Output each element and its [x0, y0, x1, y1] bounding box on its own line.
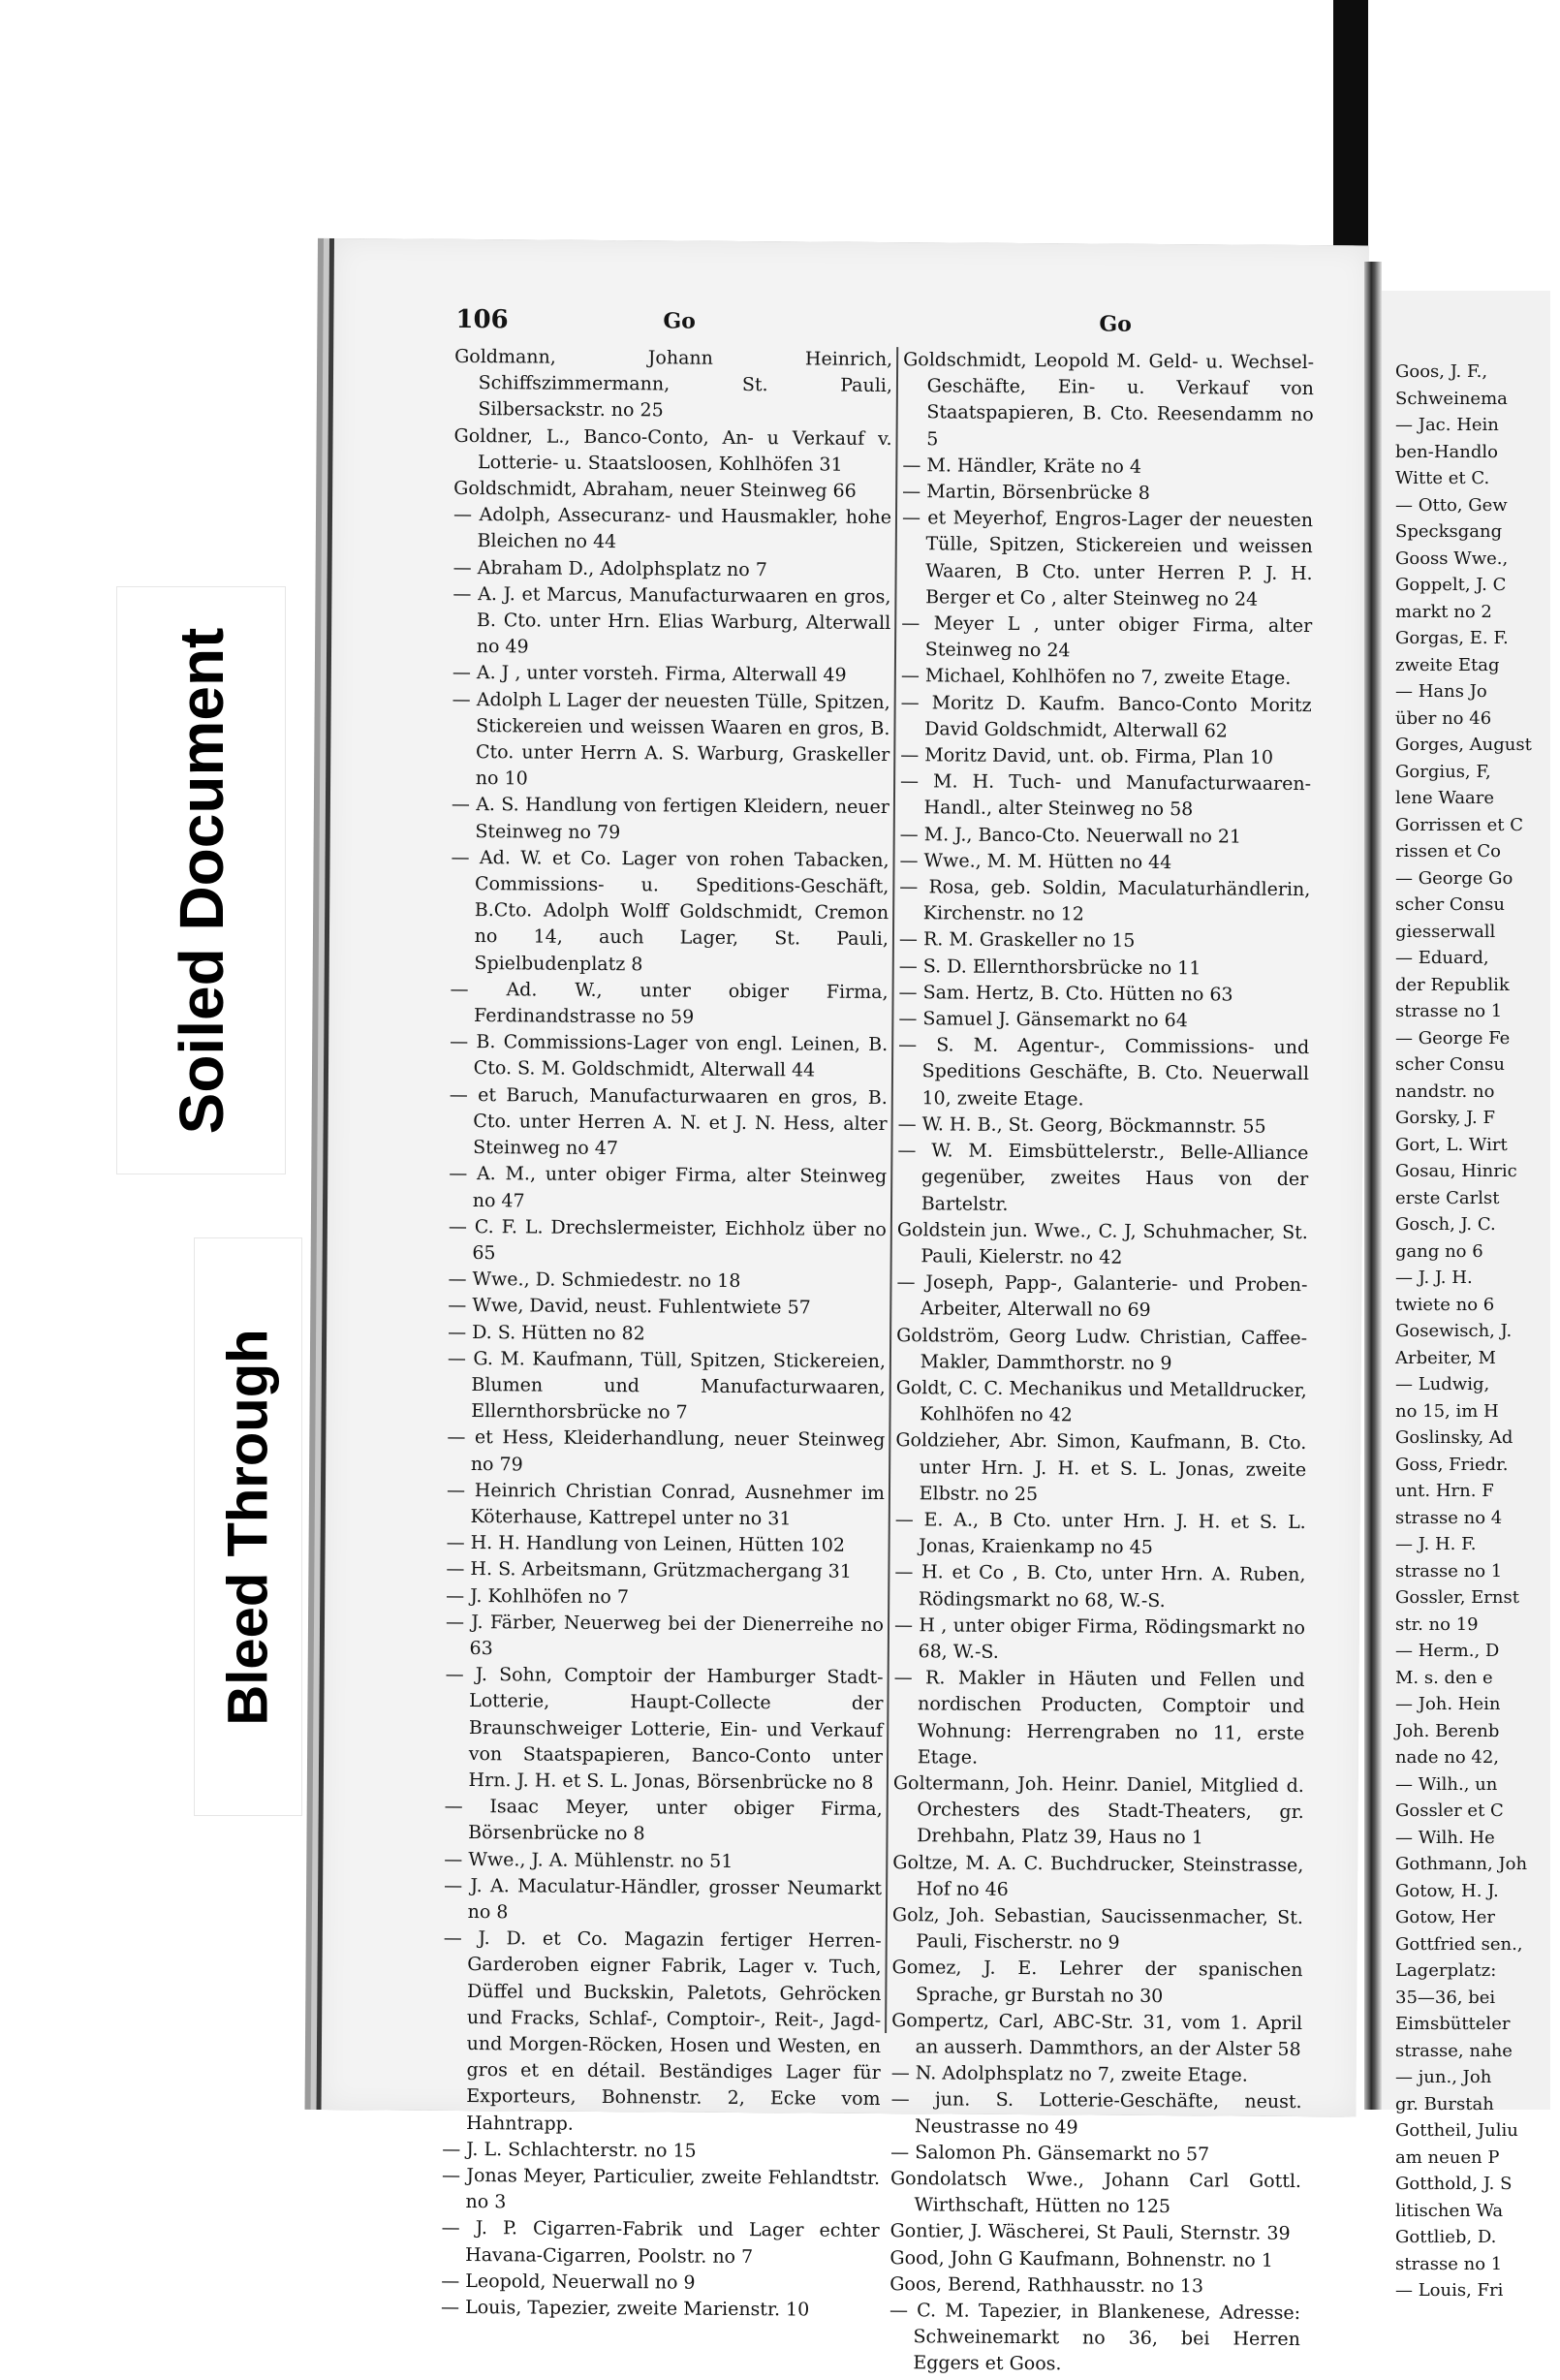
- directory-entry: — C. M. Tapezier, in Blankenese, Adresse: Schweinemarkt no 36, bei Herren Eggers et Goos.: [889, 2300, 1301, 2375]
- directory-entry: — Leopold, Neuerwall no 9: [441, 2270, 696, 2294]
- directory-column-middle: [889, 347, 1315, 2380]
- directory-entry: — A. S. Handlung von fertigen Kleidern, neuer Steinweg no 79: [451, 794, 889, 843]
- directory-entry: — Moritz D. Kaufm. Banco-Conto Moritz David Goldschmidt, Alterwall 62: [900, 691, 1312, 742]
- directory-entry: — Rosa, geb. Soldin, Maculaturhändlerin, Kirchenstr. no 12: [899, 876, 1311, 925]
- directory-entry: Goltermann, Joh. Heinr. Daniel, Mitglied d. Orchesters des Stadt-Theaters, gr. Drehbahn, Platz 39, Haus no 1: [892, 1772, 1304, 1849]
- directory-entry: — A. M., unter obiger Firma, alter Steinweg no 47: [449, 1163, 888, 1211]
- directory-entry: Goss, Friedr.: [1395, 1454, 1509, 1475]
- directory-entry: Gorgius, F,: [1395, 761, 1491, 782]
- soiled-document-label: [117, 587, 285, 1174]
- directory-entry: Gomez, J. E. Lehrer der spanischen Sprache, gr Burstah no 30: [891, 1957, 1303, 2007]
- directory-entry: Eimsbütteler: [1395, 2014, 1511, 2034]
- directory-entry: der Republik: [1395, 974, 1510, 995]
- directory-entry: — Moritz David, unt. ob. Firma, Plan 10: [900, 744, 1274, 768]
- directory-entry: — Joh. Hein: [1395, 1694, 1501, 1714]
- directory-entry: Gorges, August: [1395, 735, 1532, 755]
- directory-column-right: [1395, 359, 1560, 2304]
- directory-entry: — D. S. Hütten no 82: [448, 1321, 645, 1344]
- directory-entry: litischen Wa: [1395, 2200, 1504, 2221]
- directory-entry: — Otto, Gew: [1395, 494, 1508, 516]
- directory-entry: Gosewisch, J.: [1395, 1321, 1513, 1341]
- directory-entry: — H. S. Arbeitsmann, Grützmachergang 31: [446, 1558, 852, 1583]
- directory-entry: Goslinsky, Ad: [1395, 1427, 1513, 1448]
- directory-entry: Lagerplatz:: [1395, 1960, 1497, 1981]
- directory-entry: — Samuel J. Gänsemarkt no 64: [898, 1008, 1188, 1032]
- scan-edge-bar: [1333, 0, 1368, 283]
- directory-entry: Schweinema: [1395, 388, 1508, 409]
- directory-entry: — R. M. Graskeller no 15: [898, 928, 1136, 953]
- directory-entry: — Wilh., un: [1395, 1773, 1498, 1795]
- directory-entry: Gompertz, Carl, ABC-Str. 31, vom 1. April an ausserh. Dammthors, an der Alster 58: [891, 2009, 1303, 2061]
- directory-entry: — Heinrich Christian Conrad, Ausnehmer im Köterhause, Kattrepel unter no 31: [446, 1479, 886, 1530]
- directory-entry: — J. Färber, Neuerweg bei der Dienerreihe no 63: [445, 1611, 885, 1660]
- directory-entry: am neuen P: [1395, 2146, 1500, 2168]
- directory-entry: — Sam. Hertz, B. Cto. Hütten no 63: [898, 981, 1233, 1006]
- directory-entry: Gotthold, J. S: [1395, 2174, 1513, 2194]
- directory-entry: Witte et C.: [1395, 468, 1490, 488]
- directory-entry: — Adolph L Lager der neuesten Tülle, Spitzen, Stickereien und weissen Waaren en gros, B. Cto. unter Herrn A. S. Warburg, Graskeller no 10: [452, 688, 890, 790]
- directory-entry: Goldschmidt, Abraham, neuer Steinweg 66: [453, 477, 857, 502]
- directory-entry: unt. Hrn. F: [1395, 1481, 1494, 1501]
- directory-entry: Gosau, Hinric: [1395, 1161, 1517, 1181]
- directory-entry: lene Waare: [1395, 788, 1495, 808]
- soiled-document-label-text: Soiled Document: [166, 627, 236, 1134]
- directory-entry: — A. J , unter vorsteh. Firma, Alterwall 49: [452, 662, 847, 687]
- directory-entry: Gorsky, J. F: [1395, 1108, 1495, 1128]
- directory-entry: — S. D. Ellernthorsbrücke no 11: [898, 955, 1201, 979]
- directory-entry: — Jac. Hein: [1395, 415, 1499, 435]
- directory-entry: — H. et Co , B. Cto, unter Hrn. A. Ruben, Rödingsmarkt no 68, W.-S.: [894, 1561, 1306, 1612]
- directory-entry: markt no 2: [1395, 601, 1492, 622]
- directory-entry: — S. M. Agentur-, Commissions- und Speditions Geschäfte, B. Cto. Neuerwall 10, zweite Etage.: [898, 1034, 1310, 1111]
- directory-entry: Gondolatsch Wwe., Johann Carl Gottl. Wirthschaft, Hütten no 125: [889, 2168, 1302, 2218]
- directory-entry: — J. J. H.: [1395, 1268, 1473, 1288]
- column-heading-left: Go: [663, 308, 696, 334]
- directory-entry: Goos, Berend, Rathhausstr. no 13: [889, 2272, 1204, 2298]
- directory-entry: Gort, L. Wirt: [1395, 1134, 1508, 1155]
- directory-entry: — H , unter obiger Firma, Rödingsmarkt no 68, W.-S.: [893, 1613, 1306, 1663]
- directory-entry: — Wwe., D. Schmiedestr. no 18: [448, 1268, 741, 1293]
- directory-entry: — jun. S. Lotterie-Geschäfte, neust. Neustrasse no 49: [890, 2088, 1302, 2139]
- directory-entry: strasse no 4: [1395, 1507, 1503, 1528]
- directory-entry: — et Meyerhof, Engros-Lager der neuesten Tülle, Spitzen, Stickereien und weissen Waaren, B Cto. unter Herren P. J. H. Berger et Co , alter Steinweg no 24: [901, 507, 1314, 611]
- directory-entry: Gotow, H. J.: [1395, 1880, 1499, 1901]
- directory-entry: — Louis, Tapezier, zweite Marienstr. 10: [441, 2296, 810, 2321]
- directory-entry: — E. A., B Cto. unter Hrn. J. H. et S. L. Jonas, Kraienkamp no 45: [894, 1509, 1306, 1559]
- directory-entry: Gossler, Ernst: [1395, 1587, 1519, 1608]
- directory-entry: — Ad. W. et Co. Lager von rohen Tabacken, Commissions- u. Speditions-Geschäft, B.Cto. Adolph Wolff Goldschmidt, Cremon no 14, auch Lager, St. Pauli, Spielbudenplatz 8: [451, 846, 889, 975]
- directory-entry: — Ludwig,: [1395, 1374, 1490, 1394]
- bleed-through-label: [195, 1238, 301, 1815]
- directory-entry: Golz, Joh. Sebastian, Saucissenmacher, St. Pauli, Fischerstr. no 9: [891, 1904, 1304, 1954]
- bleed-through-label-text: Bleed Through: [216, 1328, 280, 1726]
- directory-entry: — H. H. Handlung von Leinen, Hütten 102: [446, 1532, 846, 1556]
- directory-entry: — C. F. L. Drechslermeister, Eichholz über no 65: [448, 1215, 887, 1265]
- directory-entry: — George Go: [1395, 867, 1513, 889]
- directory-entry: ben-Handlo: [1395, 441, 1498, 462]
- directory-entry: Goldschmidt, Leopold M. Geld- u. Wechsel-Geschäfte, Ein- u. Verkauf von Staatspapieren, B. Cto. Reesendamm no 5: [903, 349, 1315, 451]
- left-page: [317, 238, 1369, 2375]
- directory-entry: Gottfried sen.,: [1395, 1933, 1523, 1955]
- directory-entry: nade no 42,: [1395, 1747, 1499, 1768]
- directory-entry: — Wwe, David, neust. Fuhlentwiete 57: [448, 1295, 811, 1319]
- directory-entry: 35—36, bei: [1395, 1987, 1496, 2008]
- directory-entry: — George Fe: [1395, 1027, 1511, 1049]
- directory-entry: — J. L. Schlachterstr. no 15: [442, 2138, 697, 2162]
- directory-entry: strasse, nahe: [1395, 2040, 1513, 2061]
- directory-entry: — Hans Jo: [1395, 681, 1487, 702]
- directory-entry: — Adolph, Assecuranz- und Hausmakler, hohe Bleichen no 44: [452, 504, 892, 553]
- directory-entry: — M. J., Banco-Cto. Neuerwall no 21: [899, 823, 1242, 848]
- directory-entry: Goldstein jun. Wwe., C. J, Schuhmacher, St. Pauli, Kielerstr. no 42: [896, 1218, 1308, 1268]
- right-page-fragment: [1382, 291, 1550, 2301]
- directory-entry: — J. P. Cigarren-Fabrik und Lager echter Havana-Cigarren, Poolstr. no 7: [441, 2217, 880, 2268]
- directory-entry: — J. A. Maculatur-Händler, grosser Neumarkt no 8: [444, 1874, 883, 1924]
- directory-entry: — W. H. B., St. Georg, Böckmannstr. 55: [897, 1113, 1266, 1138]
- directory-entry: — Abraham D., Adolphsplatz no 7: [452, 556, 767, 580]
- directory-entry: — Wwe., M. M. Hütten no 44: [899, 849, 1172, 873]
- directory-entry: — M. H. Tuch- und Manufacturwaaren-Handl., alter Steinweg no 58: [900, 770, 1312, 821]
- directory-entry: Specksgang: [1395, 521, 1503, 542]
- directory-entry: über no 46: [1395, 707, 1492, 729]
- directory-entry: — Louis, Fri: [1395, 2280, 1504, 2301]
- directory-entry: gr. Burstah: [1395, 2093, 1494, 2114]
- directory-entry: Gottlieb, D.: [1395, 2227, 1497, 2247]
- directory-entry: — Joseph, Papp-, Galanterie- und Proben-Arbeiter, Alterwall no 69: [896, 1271, 1308, 1322]
- directory-entry: zweite Etag: [1395, 654, 1500, 675]
- directory-entry: — G. M. Kaufmann, Tüll, Spitzen, Stickereien, Blumen und Manufacturwaaren, Ellernthorsbrücke no 7: [447, 1347, 887, 1424]
- directory-entry: Goppelt, J. C: [1395, 575, 1507, 595]
- directory-entry: — et Baruch, Manufacturwaaren en gros, B. Cto. unter Herren A. N. et J. N. Hess, alter Steinweg no 47: [449, 1083, 888, 1160]
- directory-entry: — jun., Joh: [1395, 2067, 1492, 2087]
- directory-entry: no 15, im H: [1395, 1400, 1499, 1422]
- directory-entry: — Wwe., J. A. Mühlenstr. no 51: [444, 1848, 733, 1872]
- directory-entry: strasse no 1: [1395, 2253, 1503, 2274]
- directory-entry: Arbeiter, M: [1395, 1347, 1496, 1368]
- directory-entry: Gothmann, Joh: [1395, 1854, 1528, 1874]
- directory-entry: Goldström, Georg Ludw. Christian, Caffee-Makler, Dammthorstr. no 9: [896, 1324, 1308, 1374]
- directory-column-left: [441, 344, 892, 2324]
- directory-entry: — Eduard,: [1395, 948, 1489, 968]
- directory-entry: strasse no 1: [1395, 1560, 1503, 1581]
- directory-entry: — et Hess, Kleiderhandlung, neuer Steinweg no 79: [447, 1426, 886, 1475]
- directory-entry: — W. M. Eimsbüttelerstr., Belle-Alliance gegenüber, zweites Haus von der Bartelstr.: [897, 1140, 1309, 1215]
- book-gutter: [1364, 262, 1382, 2110]
- directory-entry: — Wilh. He: [1395, 1827, 1495, 1848]
- directory-entry: — N. Adolphsplatz no 7, zweite Etage.: [890, 2062, 1248, 2086]
- directory-entry: — Salomon Ph. Gänsemarkt no 57: [890, 2141, 1210, 2166]
- directory-entry: Gossler et C: [1395, 1801, 1504, 1821]
- directory-entry: Goldmann, Johann Heinrich, Schiffszimmermann, St. Pauli, Silbersackstr. no 25: [454, 345, 893, 422]
- directory-entry: — Jonas Meyer, Particulier, zweite Fehlandtstr. no 3: [441, 2164, 881, 2213]
- directory-entry: erste Carlst: [1395, 1187, 1500, 1208]
- directory-entry: — Michael, Kohlhöfen no 7, zweite Etage.: [900, 665, 1292, 690]
- directory-entry: nandstr. no: [1395, 1080, 1495, 1102]
- directory-entry: Gontier, J. Wäscherei, St Pauli, Sternstr. 39: [889, 2220, 1291, 2245]
- directory-entry: Gooss Wwe.,: [1395, 548, 1509, 569]
- directory-entry: Goos, J. F.,: [1395, 361, 1488, 382]
- directory-entry: M. s. den e: [1395, 1667, 1493, 1688]
- directory-entry: Goltze, M. A. C. Buchdrucker, Steinstrasse, Hof no 46: [892, 1851, 1304, 1900]
- directory-entry: rissen et Co: [1395, 841, 1502, 861]
- directory-entry: — A. J. et Marcus, Manufacturwaaren en gros, B. Cto. unter Hrn. Elias Warburg, Alterwall no 49: [452, 582, 891, 658]
- directory-entry: gang no 6: [1395, 1240, 1483, 1262]
- directory-entry: str. no 19: [1395, 1613, 1479, 1635]
- directory-entry: — R. Makler in Häuten und Fellen und nordischen Producten, Comptoir und Wohnung: Herrengraben no 11, erste Etage.: [893, 1667, 1305, 1769]
- directory-entry: — J. Sohn, Comptoir der Hamburger Stadt-Lotterie, Haupt-Collecte der Braunschweiger Lotterie, Ein- und Verkauf von Staatspapieren, Banco-Conto unter Hrn. J. H. et S. L. Jonas, Börsenbrücke no 8: [445, 1664, 884, 1794]
- directory-entry: Gosch, J. C.: [1395, 1214, 1496, 1235]
- directory-entry: — Meyer L , unter obiger Firma, alter Steinweg no 24: [901, 612, 1313, 662]
- directory-entry: — Herm., D: [1395, 1641, 1500, 1661]
- directory-entry: scher Consu: [1395, 1054, 1505, 1075]
- directory-entry: — J. Kohlhöfen no 7: [446, 1584, 630, 1608]
- directory-entry: — Ad. W., unter obiger Firma, Ferdinandstrasse no 59: [450, 978, 889, 1028]
- directory-entry: Joh. Berenb: [1395, 1720, 1500, 1741]
- directory-entry: Gottheil, Juliu: [1395, 2120, 1518, 2141]
- directory-entry: Goldzieher, Abr. Simon, Kaufmann, B. Cto. unter Hrn. J. H. et S. L. Jonas, zweite Elbstr. no 25: [895, 1429, 1307, 1505]
- directory-entry: — J. D. et Co. Magazin fertiger Herren-Garderoben eigner Fabrik, Lager v. Tuch, Düffel und Buckskin, Paletots, Gehröcken und Fracks, Schlaf-, Comptoir-, Reit-, Jagd- und Morgen-Röcken, Hosen und Westen, en gros et en détail. Beständiges Lager für Exporteurs, Bohnenstr. 2, Ecke vom Hahntrapp.: [443, 1927, 882, 2135]
- directory-entry: giesserwall: [1395, 921, 1496, 942]
- directory-entry: Good, John G Kaufmann, Bohnenstr. no 1: [889, 2246, 1273, 2271]
- page-number: 106: [455, 304, 509, 335]
- directory-entry: Gotow, Her: [1395, 1907, 1495, 1927]
- directory-entry: — Isaac Meyer, unter obiger Firma, Börsenbrücke no 8: [444, 1796, 883, 1845]
- directory-entry: — Martin, Börsenbrücke 8: [902, 481, 1150, 504]
- directory-entry: — J. H. F.: [1395, 1534, 1477, 1554]
- directory-entry: — M. Händler, Kräte no 4: [902, 454, 1142, 478]
- directory-entry: — B. Commissions-Lager von engl. Leinen, B. Cto. S. M. Goldschmidt, Alterwall 44: [450, 1031, 889, 1082]
- directory-entry: twiete no 6: [1395, 1294, 1495, 1315]
- directory-entry: Gorrissen et C: [1395, 814, 1524, 835]
- directory-entry: Goldt, C. C. Mechanikus und Metalldrucker, Kohlhöfen no 42: [895, 1377, 1307, 1426]
- directory-entry: Goldner, L., Banco-Conto, An- u Verkauf v. Lotterie- u. Staatsloosen, Kohlhöfen 31: [453, 424, 892, 476]
- directory-entry: Gorgas, E. F.: [1395, 628, 1509, 648]
- directory-entry: scher Consu: [1395, 894, 1505, 915]
- column-heading-right: Go: [1099, 311, 1132, 337]
- directory-entry: strasse no 1: [1395, 1001, 1503, 1021]
